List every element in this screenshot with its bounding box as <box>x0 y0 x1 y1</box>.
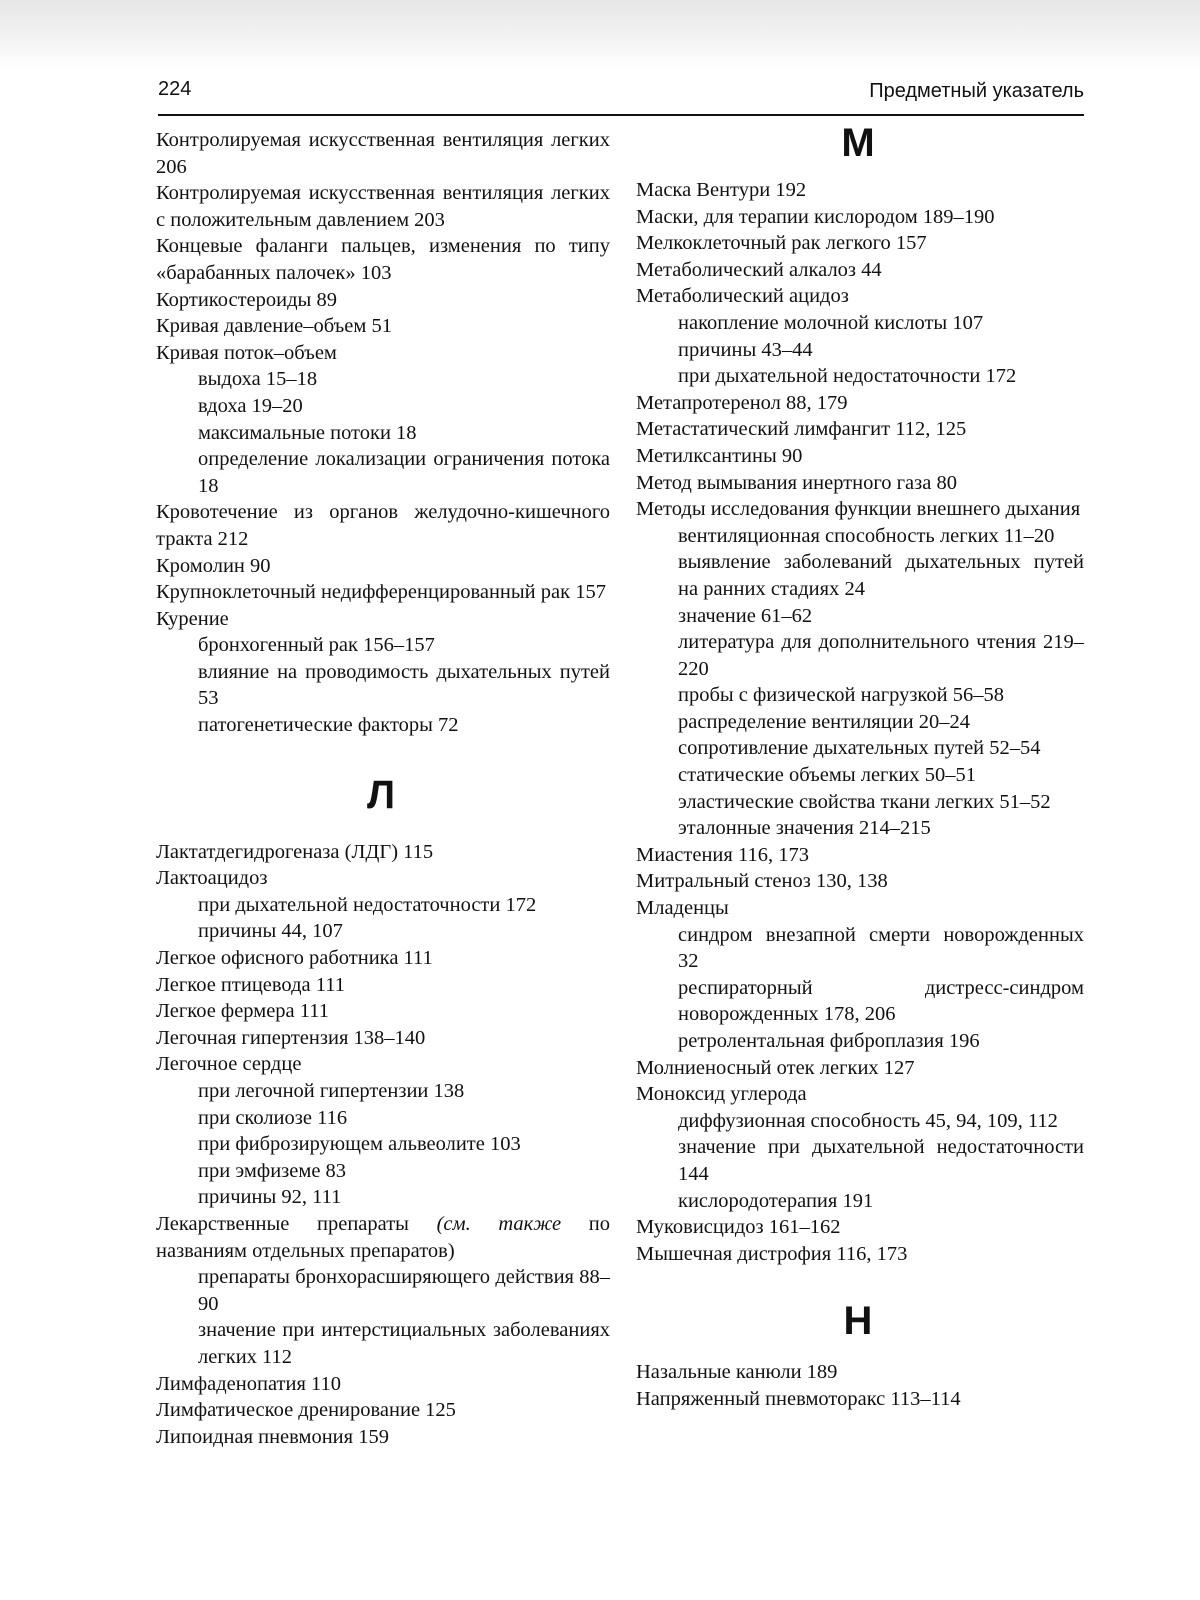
index-subentry: вдоха 19–20 <box>198 394 303 417</box>
l-entries <box>152 839 610 1211</box>
index-entry: Моноксид углерода <box>636 1083 807 1106</box>
index-subentry: при легочной гипертензии 138 <box>198 1080 465 1102</box>
index-entry <box>152 1211 610 1264</box>
index-entry: Митральный стеноз 130, 138 <box>636 870 888 893</box>
index-subentry: пробы с физической нагрузкой 56–58 <box>678 684 1004 707</box>
index-subentry: эталонные значения 214–215 <box>678 817 931 840</box>
index-subentry: при фиброзирующем альвеолите 103 <box>198 1133 521 1156</box>
k-entries <box>152 127 610 739</box>
page-header <box>158 74 1084 114</box>
index-entry: Кромолин 90 <box>156 554 271 577</box>
index-subentry: причины 44, 107 <box>198 920 343 943</box>
index-subentry: патогенетические факторы 72 <box>198 714 459 737</box>
index-subentry: сопротивление дыхательных путей 52–54 <box>678 737 1041 760</box>
index-subentry: при дыхательной недостаточности 172 <box>198 893 537 916</box>
index-subentry: накопление молочной кислоты 107 <box>678 311 984 334</box>
index-entry: Молниеносный отек легких 127 <box>636 1056 915 1079</box>
index-entry: Кривая поток–объем <box>156 341 337 364</box>
index-subentry: статические объемы легких 50–51 <box>678 764 977 787</box>
index-entry: Кровотечение из органов желудочно-кишечного тракта 212 <box>156 501 610 550</box>
index-entry: Липоидная пневмония 159 <box>156 1425 389 1448</box>
index-entry: Крупноклеточный недифференцированный рак 157 <box>156 581 606 604</box>
index-subentry: бронхогенный рак 156–157 <box>198 634 435 657</box>
index-entry: Лактатдегидрогеназа (ЛДГ) 115 <box>156 840 434 863</box>
index-column-right <box>632 121 1084 1413</box>
index-subentry: причины 92, 111 <box>198 1186 342 1209</box>
index-subentry: вентиляционная способность легких 11–20 <box>678 524 1055 547</box>
index-entry: Метапротеренол 88, 179 <box>636 391 848 414</box>
index-entry: Курение <box>156 607 229 630</box>
running-title: Предметный указатель <box>869 80 1084 102</box>
index-entry: Муковисцидоз 161–162 <box>636 1216 841 1239</box>
index-entry: Лимфатическое дренирование 125 <box>156 1399 456 1422</box>
index-subentry: распределение вентиляции 20–24 <box>678 710 971 733</box>
index-subentry: выявление заболеваний дыхательных путей на ранних стадиях 24 <box>678 551 1084 600</box>
index-subentry: респираторный дистресс-синдром новорожденных 178, 206 <box>678 976 1084 1026</box>
index-entry: Метаболический ацидоз <box>636 285 849 308</box>
index-entry: Легкое птицевода 111 <box>156 973 345 996</box>
index-entry: Методы исследования функции внешнего дыхания <box>636 498 1081 521</box>
index-entry: Метилксантины 90 <box>636 444 803 467</box>
scan-shadow <box>0 0 1200 70</box>
index-entry: Контролируемая искусственная вентиляция легких 206 <box>156 129 610 178</box>
index-entry: Метаболический алкалоз 44 <box>636 258 882 281</box>
index-subentry: при сколиозе 116 <box>198 1106 348 1129</box>
index-entry: Метод вымывания инертного газа 80 <box>636 471 957 494</box>
index-subentry: значение при дыхательной недостаточности 144 <box>678 1136 1084 1185</box>
index-subentry: эластические свойства ткани легких 51–52 <box>678 790 1051 813</box>
index-subentry: кислородотерапия 191 <box>678 1189 874 1212</box>
index-entry: Миастения 116, 173 <box>636 843 809 866</box>
index-entry: Мелкоклеточный рак легкого 157 <box>636 232 927 255</box>
index-entry: Контролируемая искусственная вентиляция легких с положительным давлением 203 <box>156 182 610 231</box>
index-subentry: диффузионная способность 45, 94, 109, 112 <box>678 1109 1058 1132</box>
index-column-left <box>152 127 610 1450</box>
index-entry: Легочное сердце <box>156 1053 302 1076</box>
index-entry: Кортикостероиды 89 <box>156 288 337 311</box>
index-entry: Концевые фаланги пальцев, изменения по типу «барабанных палочек» 103 <box>156 235 610 284</box>
index-subentry: при эмфиземе 83 <box>198 1159 347 1182</box>
index-subentry: препараты бронхорасширяющего действия 88–90 <box>198 1266 610 1315</box>
n-entries <box>632 1359 1084 1412</box>
page-number: 224 <box>158 78 192 100</box>
index-subentry: значение при интерстициальных заболеваниях легких 112 <box>198 1319 610 1368</box>
index-entry: Кривая давление–объем 51 <box>156 315 392 338</box>
header-rule <box>158 114 1084 116</box>
entry-text: по названиям отдельных препаратов) <box>156 1212 610 1262</box>
index-entry: Метастатический лимфангит 112, 125 <box>636 418 967 441</box>
index-subentry: ретролентальная фиброплазия 196 <box>678 1030 980 1052</box>
index-entry: Лактоацидоз <box>156 867 268 890</box>
entry-text: Лекарственные препараты <box>156 1212 437 1235</box>
index-entry: Легкое фермера 111 <box>156 1000 330 1023</box>
index-entry: Назальные канюли 189 <box>636 1361 838 1384</box>
index-subentry: значение 61–62 <box>678 604 813 627</box>
index-subentry: влияние на проводимость дыхательных путей 53 <box>198 660 610 710</box>
index-entry: Мышечная дистрофия 116, 173 <box>636 1242 908 1265</box>
index-subentry: литература для дополнительного чтения 219–220 <box>678 631 1084 680</box>
index-entry: Младенцы <box>636 897 729 920</box>
letter-heading-n: Н <box>843 1299 873 1344</box>
index-entry: Напряженный пневмоторакс 113–114 <box>636 1387 961 1410</box>
index-subentry: выдоха 15–18 <box>198 368 318 391</box>
letter-heading-m: М <box>841 121 875 165</box>
index-entry: Легкое офисного работника 111 <box>156 947 433 970</box>
index-subentry: максимальные потоки 18 <box>198 421 417 444</box>
letter-heading-l: Л <box>366 772 396 817</box>
index-entry: Легочная гипертензия 138–140 <box>156 1026 426 1049</box>
m-entries <box>632 177 1084 1267</box>
index-entry: Лимфаденопатия 110 <box>156 1372 341 1395</box>
index-subentry: при дыхательной недостаточности 172 <box>678 365 1017 388</box>
index-subentry: синдром внезапной смерти новорожденных 32 <box>678 923 1084 973</box>
index-entry: Маска Вентури 192 <box>636 179 807 201</box>
cross-reference: (см. также <box>436 1212 562 1235</box>
index-subentry: причины 43–44 <box>678 338 813 361</box>
index-subentry: определение локализации ограничения потока 18 <box>198 448 610 497</box>
l-entries-continued <box>152 1264 610 1450</box>
index-entry: Маски, для терапии кислородом 189–190 <box>636 205 995 228</box>
